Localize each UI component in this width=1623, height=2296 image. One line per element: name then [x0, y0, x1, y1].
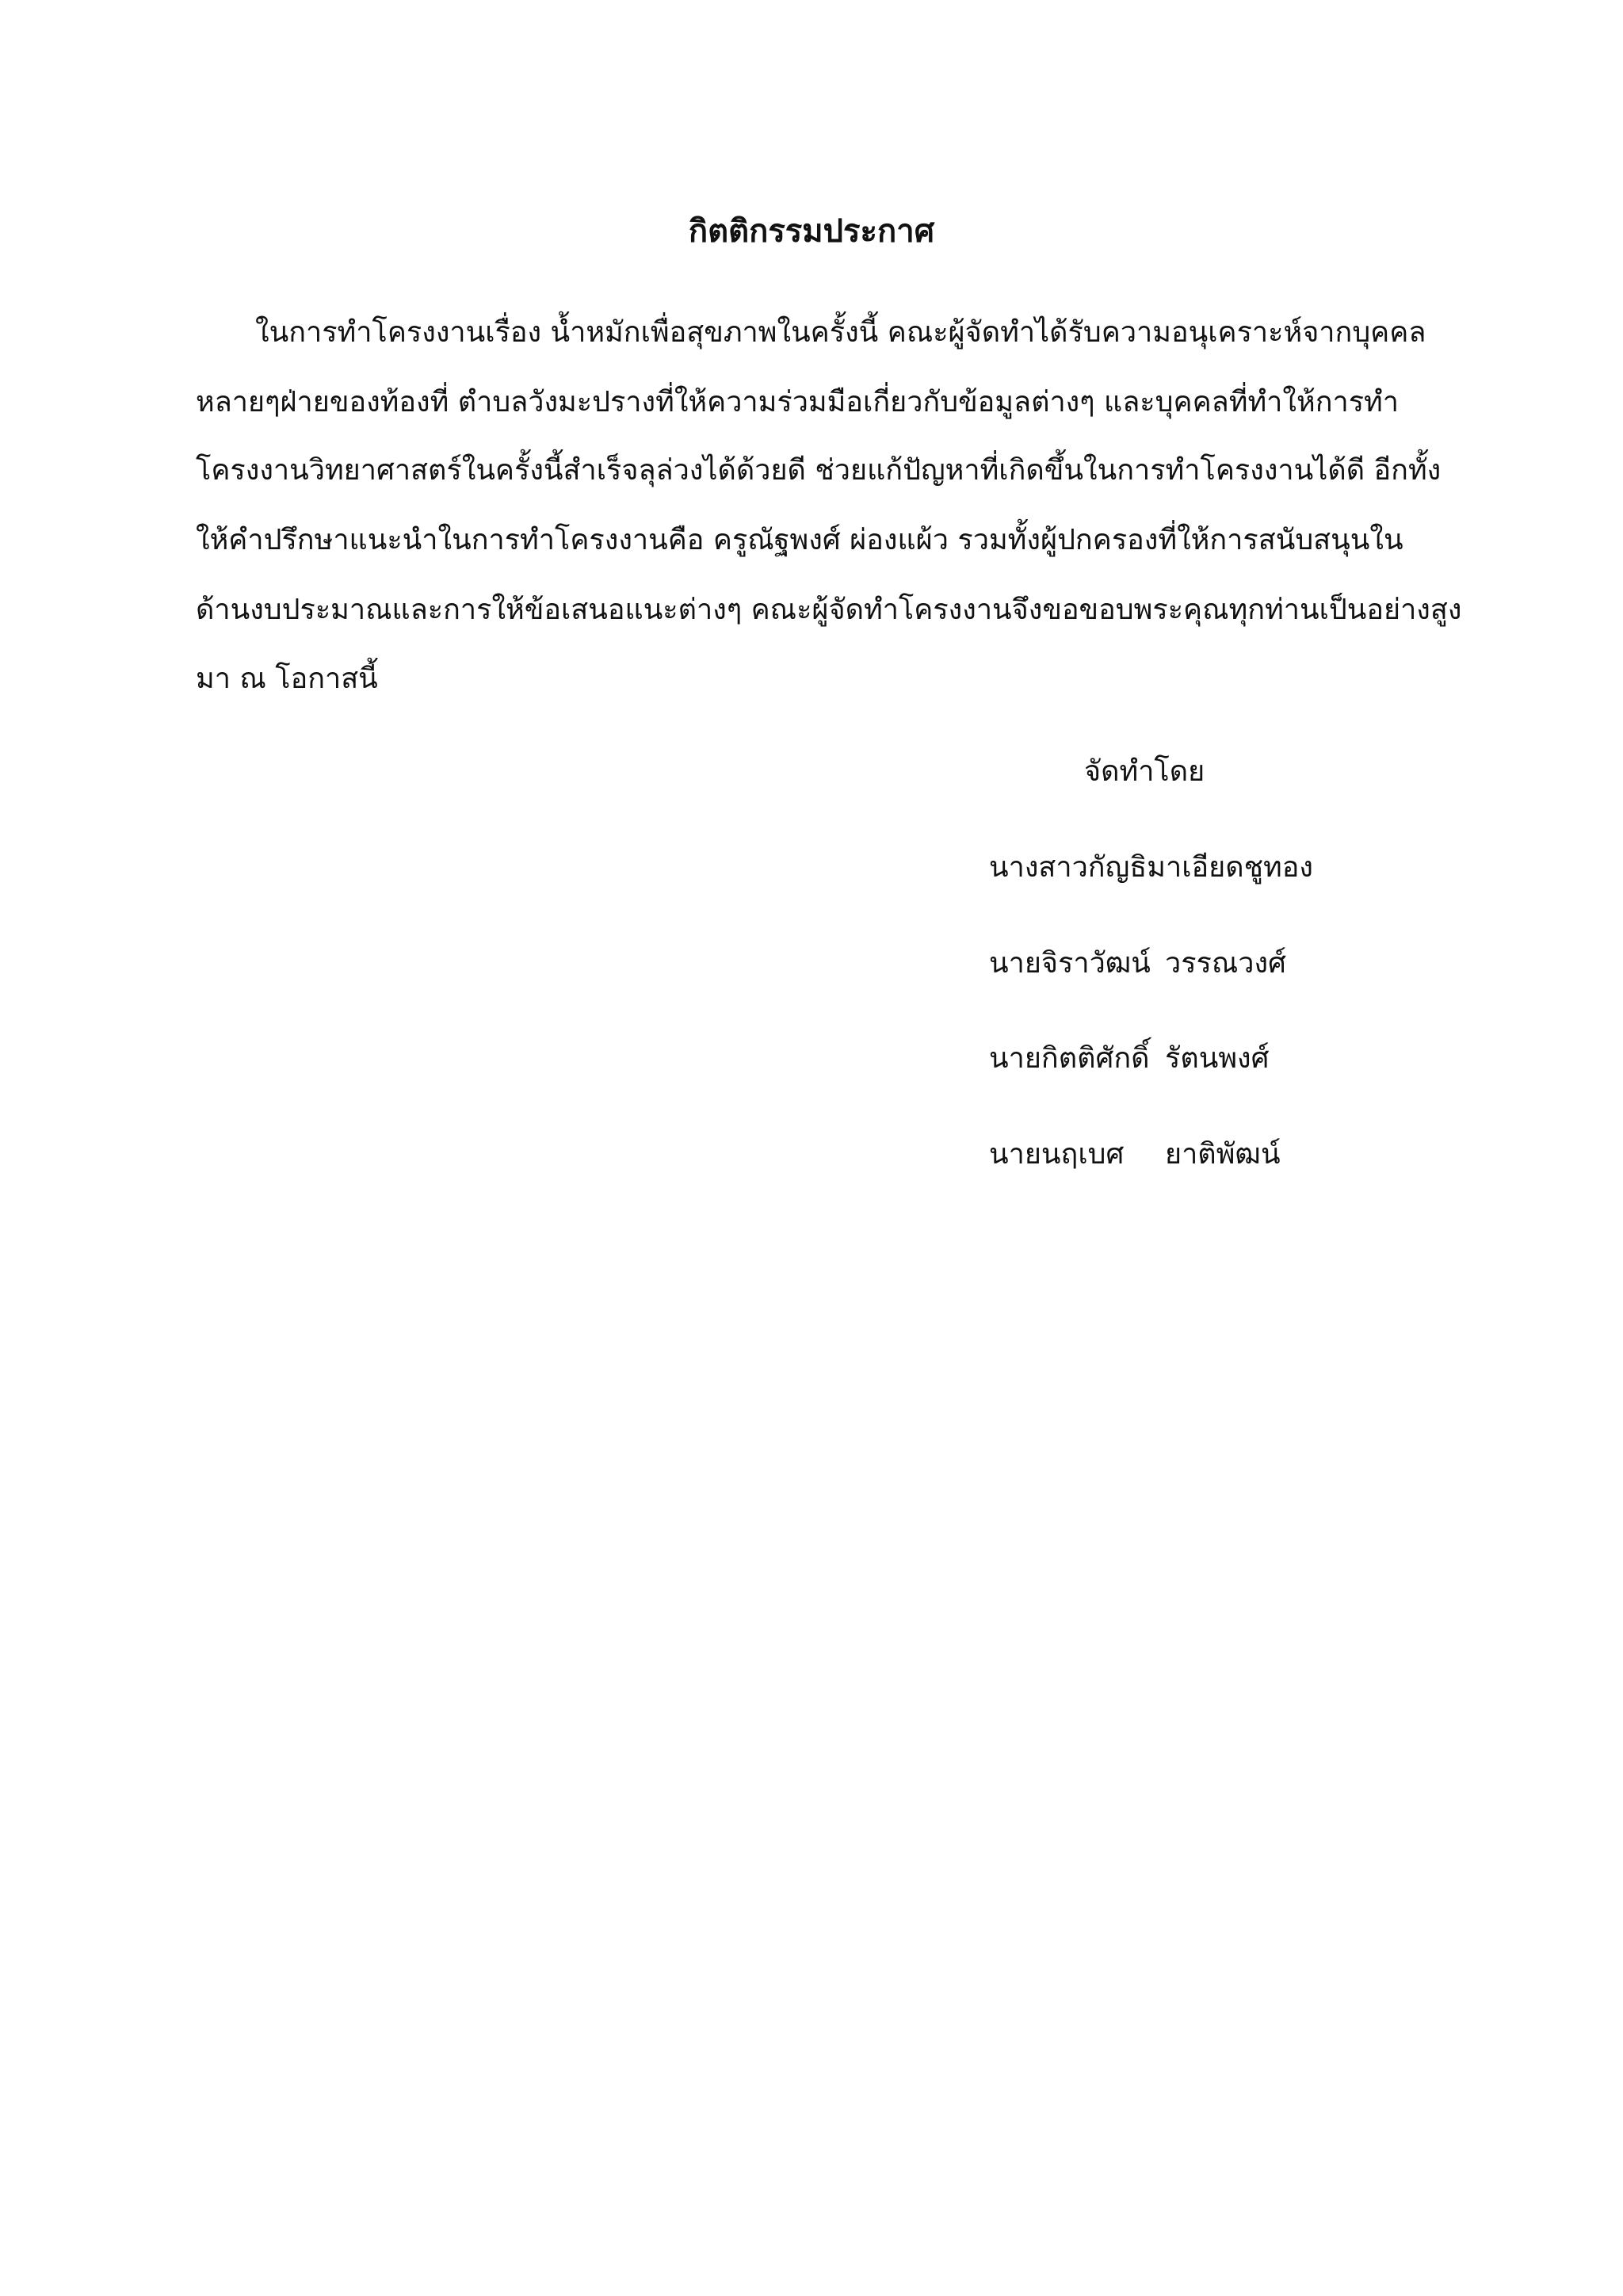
- paragraph-line: โครงงานวิทยาศาสตร์ในครั้งนี้สำเร็จลุล่วงได้ด้วยดี ช่วยแก้ปัญหาที่เกิดขึ้นในการทำโครงงานได้ดี อีกทั้ง: [196, 454, 1442, 487]
- paragraph-line: ในการทำโครงงานเรื่อง น้ำหมักเพื่อสุขภาพในครั้งนี้ คณะผู้จัดทำได้รับความอนุเคราะห์จากบุคคล: [255, 316, 1426, 349]
- member-name: [989, 844, 1313, 892]
- page-title: กิตติกรรมประกาศ: [688, 212, 935, 250]
- member-last-name: วรรณวงศ์: [1165, 947, 1286, 980]
- member-name: [989, 1035, 1269, 1083]
- paragraph-line: มา ณ โอกาสนี้: [196, 663, 378, 695]
- paragraph-line: ด้านงบประมาณและการให้ข้อเสนอแนะต่างๆ คณะผู้จัดทำโครงงานจึงขอขอบพระคุณทุกท่านเป็นอย่างสูง: [196, 594, 1462, 626]
- member-name: [989, 1131, 1281, 1179]
- prepared-by-label: จัดทำโดย: [1084, 755, 1205, 788]
- member-first-name: นางสาวกัญธิมา: [989, 851, 1182, 884]
- paragraph-line: หลายๆฝ่ายของท้องที่ ตำบลวังมะปรางที่ให้ความร่วมมือเกี่ยวกับข้อมูลต่างๆ และบุคคลที่ทำให้การทำ: [196, 386, 1399, 418]
- member-first-name: นายนฤเบศ: [989, 1138, 1125, 1171]
- member-last-name: ยาติพัฒน์: [1165, 1138, 1281, 1171]
- member-last-name: เอียดชูทอง: [1182, 851, 1313, 884]
- paragraph-line: ให้คำปรึกษาแนะนำในการทำโครงงานคือ ครูณัฐพงศ์ ผ่องแผ้ว รวมทั้งผู้ปกครองที่ให้การสนับสนุนใน: [196, 524, 1403, 556]
- member-last-name: รัตนพงศ์: [1165, 1042, 1270, 1075]
- member-first-name: นายกิตติศักดิ์: [989, 1042, 1150, 1075]
- member-name: [989, 940, 1286, 988]
- member-first-name: นายจิราวัฒน์: [989, 947, 1151, 980]
